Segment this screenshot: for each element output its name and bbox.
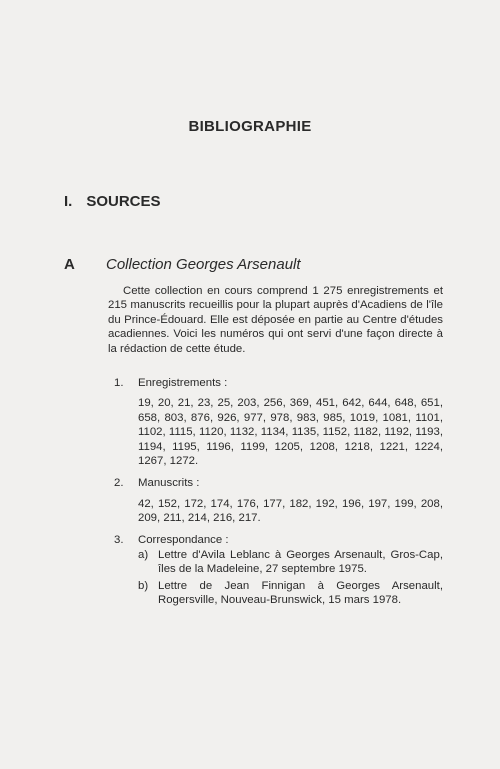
letter-entry xyxy=(138,579,443,608)
source-list xyxy=(108,376,443,608)
list-item xyxy=(108,376,443,468)
section-heading xyxy=(64,193,161,210)
letters-list xyxy=(138,548,443,608)
item-label: Correspondance : xyxy=(138,533,229,546)
list-item xyxy=(108,476,443,525)
section-title: SOURCES xyxy=(86,193,161,210)
item-number: 3. xyxy=(114,533,124,546)
letter-text: Lettre d'Avila Leblanc à Georges Arsenault, Gros-Cap, îles de la Madeleine, 27 septembre 1975. xyxy=(158,549,443,576)
item-number: 2. xyxy=(114,477,124,490)
item-number: 1. xyxy=(114,377,124,389)
list-item xyxy=(108,533,443,608)
subsection-title: Collection Georges Arsenault xyxy=(106,256,301,273)
subsection-letter: A xyxy=(64,256,75,273)
letter-bullet: a) xyxy=(138,549,149,562)
letter-bullet: b) xyxy=(138,579,149,592)
letter-entry xyxy=(138,548,443,577)
item-label: Manuscrits : xyxy=(138,477,200,490)
intro-paragraph: Cette collection en cours comprend 1 275 enregistrements et 215 manuscrits recueillis pour la plupart auprès d'Acadiens de l'île du Prince-Édouard. Elle est déposée en partie au Centre d'études acadiennes. Voici les numéros qui ont servi d'une façon directe à la rédaction de cette étude. xyxy=(108,285,443,355)
letter-text: Lettre de Jean Finnigan à Georges Arsenault, Rogersville, Nouveau-Brunswick, 15 mars 1978. xyxy=(158,579,443,607)
subsection-heading xyxy=(64,256,301,273)
item-body: 42, 152, 172, 174, 176, 177, 182, 192, 196, 197, 199, 208, 209, 211, 214, 216, 217. xyxy=(138,497,443,525)
item-label: Enregistrements : xyxy=(138,377,228,389)
item-body: 19, 20, 21, 23, 25, 203, 256, 369, 451, 642, 644, 648, 651, 658, 803, 876, 926, 977, 978, 983, 985, 1019, 1081, 1101, 1102, 1115, 1120, 1132, 1134, 1135, 1152, 1182, 1192, 1193, 1194, 1195, 1196, 1199, 1205, 1208, 1218, 1221, 1224, 1267, 1272. xyxy=(138,397,443,468)
section-number: I. xyxy=(64,193,73,210)
page-title: BIBLIOGRAPHIE xyxy=(188,118,312,135)
